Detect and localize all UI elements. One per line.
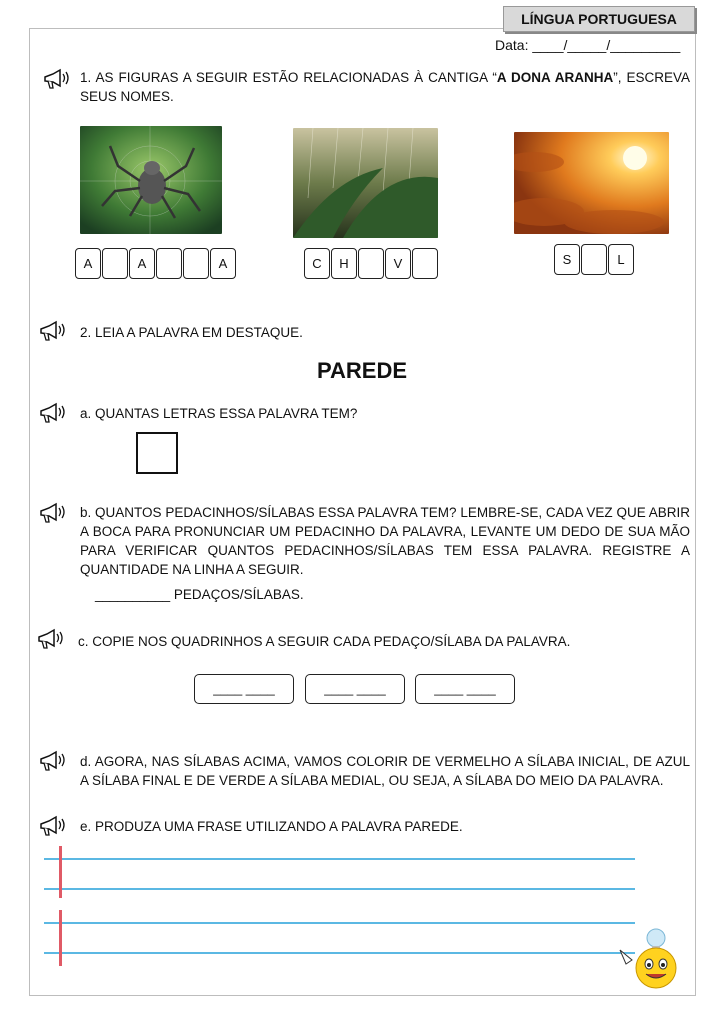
syllable-box-3[interactable]: ____ ____	[415, 674, 515, 704]
q1-text-before: AS FIGURAS A SEGUIR ESTÃO RELACIONADAS À CANTIGA “	[95, 70, 497, 85]
song-title: A DONA ARANHA	[496, 70, 614, 85]
megaphone-icon	[38, 750, 68, 772]
spider-picture	[80, 126, 222, 234]
letter-count-box[interactable]	[136, 432, 178, 474]
rain-letter-boxes	[304, 248, 439, 279]
question-2a: a. QUANTAS LETRAS ESSA PALAVRA TEM?	[80, 406, 358, 421]
q1-text-after: ”, ESCREVA SEUS NOMES.	[80, 70, 691, 104]
letter-box[interactable]	[412, 248, 438, 279]
megaphone-icon	[38, 815, 68, 837]
megaphone-icon	[38, 402, 68, 424]
rain-picture	[293, 128, 438, 238]
question-2c: c. COPIE NOS QUADRINHOS A SEGUIR CADA PEDAÇO/SÍLABA DA PALAVRA.	[78, 634, 571, 649]
megaphone-icon	[42, 68, 72, 90]
question-2d: d. AGORA, NAS SÍLABAS ACIMA, VAMOS COLORIR DE VERMELHO A SÍLABA INICIAL, DE AZUL A SÍLABA FINAL E DE VERDE A SÍLABA MEDIAL, OU SEJA, A SÍLABA DO MEIO DA PALAVRA.	[80, 754, 690, 788]
letter-box[interactable]: H	[331, 248, 357, 279]
letter-box[interactable]	[183, 248, 209, 279]
syllable-box-2[interactable]: ____ ____	[305, 674, 405, 704]
letter-box[interactable]: C	[304, 248, 330, 279]
letter-box[interactable]: A	[210, 248, 236, 279]
question-2: 2. LEIA A PALAVRA EM DESTAQUE.	[80, 325, 303, 340]
q1-number: 1.	[80, 70, 92, 85]
syllable-box-1[interactable]: ____ ____	[194, 674, 294, 704]
megaphone-icon	[38, 320, 68, 342]
letter-box[interactable]: S	[554, 244, 580, 275]
writing-line[interactable]	[44, 888, 635, 890]
letter-box[interactable]	[102, 248, 128, 279]
letter-box[interactable]: V	[385, 248, 411, 279]
letter-box[interactable]	[358, 248, 384, 279]
writing-line[interactable]	[44, 952, 635, 954]
sun-picture	[514, 132, 669, 234]
date-field[interactable]: Data: ____/_____/_________	[495, 37, 681, 53]
margin-line	[59, 910, 62, 966]
syllable-count-line[interactable]: __________ PEDAÇOS/SÍLABAS.	[95, 587, 304, 602]
letter-box[interactable]	[581, 244, 607, 275]
megaphone-icon	[38, 502, 68, 524]
letter-box[interactable]: L	[608, 244, 634, 275]
letter-box[interactable]: A	[75, 248, 101, 279]
writing-line[interactable]	[44, 922, 635, 924]
highlight-word: PAREDE	[316, 358, 408, 383]
question-1	[80, 68, 690, 106]
writing-line[interactable]	[44, 858, 635, 860]
subject-label: LÍNGUA PORTUGUESA	[503, 6, 695, 32]
spider-letter-boxes	[75, 248, 237, 279]
letter-box[interactable]	[156, 248, 182, 279]
question-2e: e. PRODUZA UMA FRASE UTILIZANDO A PALAVRA PAREDE.	[80, 819, 463, 834]
smiley-idea-icon	[614, 924, 686, 990]
letter-box[interactable]: A	[129, 248, 155, 279]
margin-line	[59, 846, 62, 898]
question-2b: b. QUANTOS PEDACINHOS/SÍLABAS ESSA PALAVRA TEM? LEMBRE-SE, CADA VEZ QUE ABRIR A BOCA PARA PRONUNCIAR UM PEDACINHO DA PALAVRA, LEVANTE UM DEDO DE SUA MÃO PARA VERIFICAR QUANTOS PEDACINHOS/SÍLABAS TEM ESSA PALAVRA. REGISTRE A QUANTIDADE NA LINHA A SEGUIR.	[80, 505, 690, 577]
megaphone-icon	[36, 628, 66, 650]
sun-letter-boxes	[554, 244, 635, 275]
